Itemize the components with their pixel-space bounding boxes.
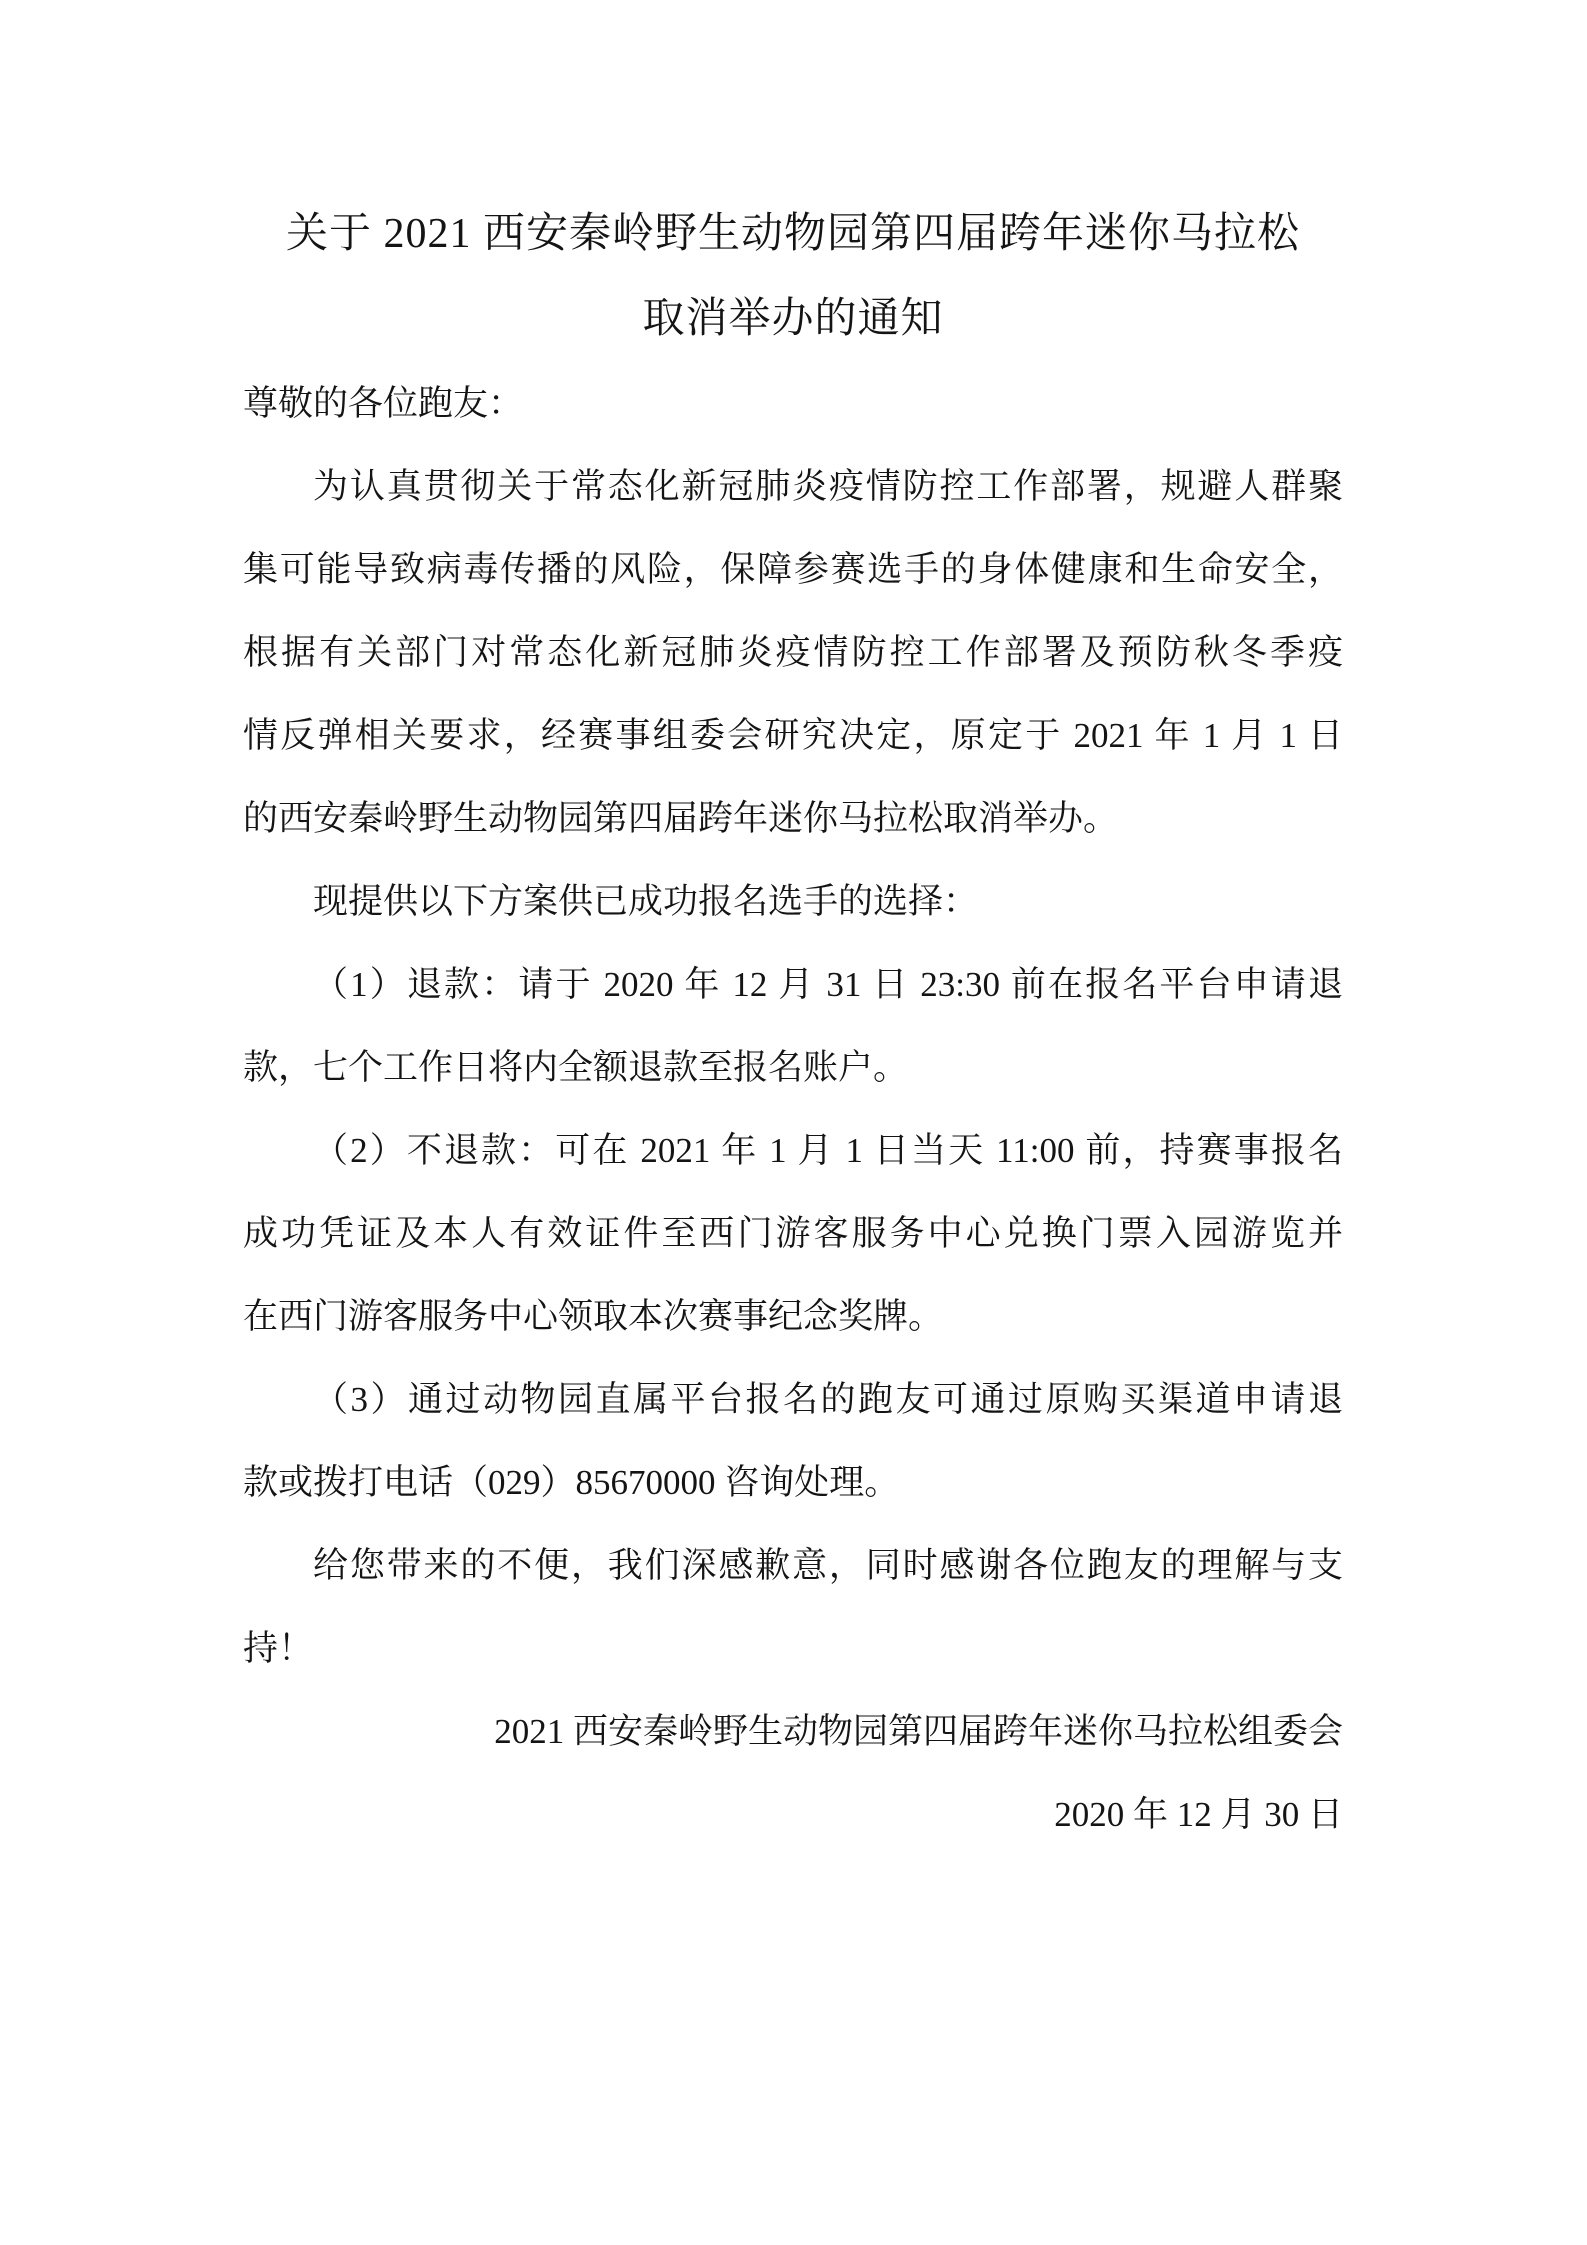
apology-line-1: 给您带来的不便，我们深感歉意，同时感谢各位跑友的理解与支 xyxy=(313,1546,1343,1585)
signature-line: 2021 西安秦岭野生动物园第四届跨年迷你马拉松组委会 xyxy=(494,1712,1343,1751)
intro-paragraph-line-3: 根据有关部门对常态化新冠肺炎疫情防控工作部署及预防秋冬季疫 xyxy=(243,633,1343,672)
intro-paragraph-line-4: 情反弹相关要求，经赛事组委会研究决定，原定于 2021 年 1 月 1 日 xyxy=(243,716,1343,755)
options-intro-line: 现提供以下方案供已成功报名选手的选择： xyxy=(313,882,979,921)
document-content xyxy=(243,192,1343,1856)
option-1-line-1: （1）退款：请于 2020 年 12 月 31 日 23:30 前在报名平台申请退 xyxy=(313,965,1343,1004)
document-title-line-2: 取消举办的通知 xyxy=(642,296,944,342)
option-2-line-2: 成功凭证及本人有效证件至西门游客服务中心兑换门票入园游览并 xyxy=(243,1214,1343,1253)
option-3-line-1: （3）通过动物园直属平台报名的跑友可通过原购买渠道申请退 xyxy=(313,1380,1343,1419)
document-title-line-1: 关于 2021 西安秦岭野生动物园第四届跨年迷你马拉松 xyxy=(285,211,1300,257)
option-3-line-2: 款或拨打电话（029）85670000 咨询处理。 xyxy=(243,1463,900,1502)
option-2-line-3: 在西门游客服务中心领取本次赛事纪念奖牌。 xyxy=(243,1297,944,1336)
date-line: 2020 年 12 月 30 日 xyxy=(1054,1795,1343,1834)
intro-paragraph-line-1: 为认真贯彻关于常态化新冠肺炎疫情防控工作部署，规避人群聚 xyxy=(313,467,1343,506)
salutation-line: 尊敬的各位跑友： xyxy=(243,384,524,423)
option-1-line-2: 款，七个工作日将内全额退款至报名账户。 xyxy=(243,1048,909,1087)
option-2-line-1: （2）不退款：可在 2021 年 1 月 1 日当天 11:00 前，持赛事报名 xyxy=(313,1131,1343,1170)
intro-paragraph-line-2: 集可能导致病毒传播的风险，保障参赛选手的身体健康和生命安全， xyxy=(243,550,1343,589)
intro-paragraph-line-5: 的西安秦岭野生动物园第四届跨年迷你马拉松取消举办。 xyxy=(243,799,1119,838)
apology-line-2: 持！ xyxy=(243,1629,314,1668)
